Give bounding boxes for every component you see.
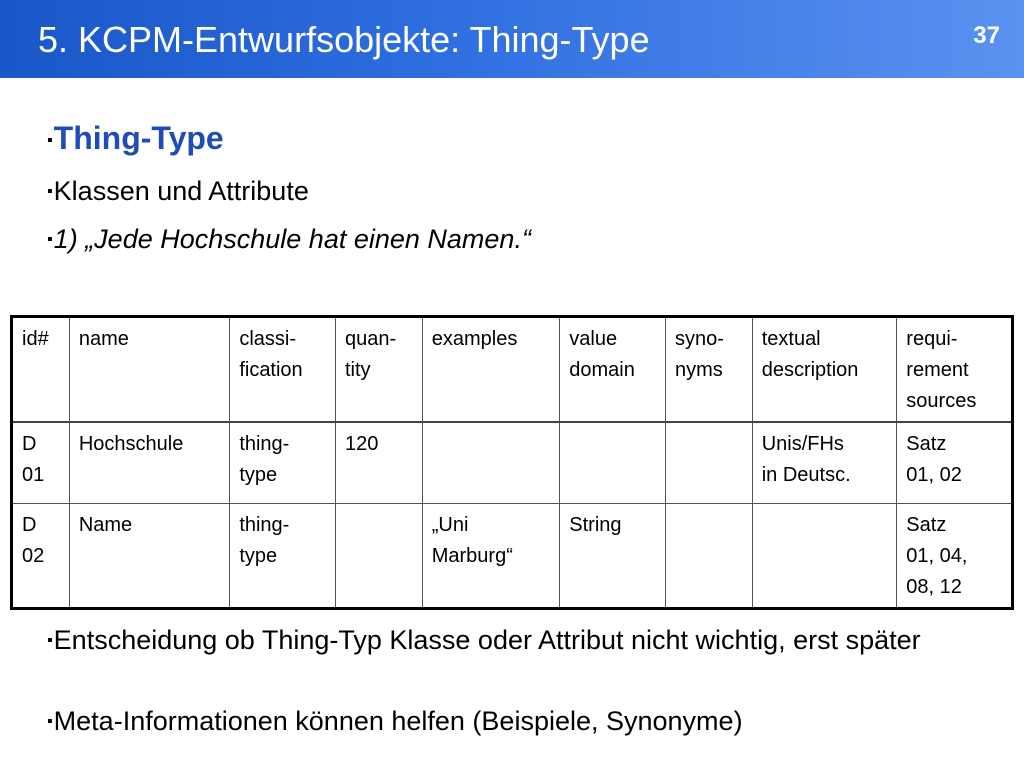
table-cell: thing- type bbox=[230, 422, 336, 504]
header-cell: name bbox=[69, 317, 229, 423]
table-cell bbox=[665, 504, 752, 609]
table-cell: „Uni Marburg“ bbox=[422, 504, 560, 609]
bullet-text: Entscheidung ob Thing-Typ Klasse oder Attribut nicht wichtig, erst später bbox=[53, 625, 921, 655]
bullet-marker-icon: ▪ bbox=[47, 713, 53, 730]
bullet-marker-icon: ▪ bbox=[47, 231, 53, 248]
bullet-entscheidung bbox=[47, 620, 997, 661]
header-cell: requi- rement sources bbox=[897, 317, 1013, 423]
table-cell: Hochschule bbox=[69, 422, 229, 504]
bullet-meta bbox=[47, 706, 743, 737]
bullet-text: 1) „Jede Hochschule hat einen Namen.“ bbox=[53, 224, 531, 254]
table-cell bbox=[422, 422, 560, 504]
bullet-text: Meta-Informationen können helfen (Beispiele, Synonyme) bbox=[53, 706, 743, 736]
table-cell: 120 bbox=[335, 422, 422, 504]
table-cell: thing- type bbox=[230, 504, 336, 609]
slide-header bbox=[0, 0, 1024, 78]
bullet-text: Klassen und Attribute bbox=[53, 176, 309, 206]
table-header-row bbox=[12, 317, 1013, 423]
table-cell bbox=[335, 504, 422, 609]
header-cell: textual description bbox=[752, 317, 897, 423]
table-cell: D 02 bbox=[12, 504, 70, 609]
header-cell: syno- nyms bbox=[665, 317, 752, 423]
table-cell: Unis/FHs in Deutsc. bbox=[752, 422, 897, 504]
header-cell: id# bbox=[12, 317, 70, 423]
header-cell: value domain bbox=[560, 317, 666, 423]
bullet-marker-icon: ▪ bbox=[47, 632, 53, 649]
table-row bbox=[12, 504, 1013, 609]
bullet-klassen bbox=[47, 176, 309, 207]
table-cell: Satz 01, 02 bbox=[897, 422, 1013, 504]
bullet-marker-icon: ▪ bbox=[47, 132, 53, 149]
bullet-example bbox=[47, 224, 531, 255]
table-cell: Satz 01, 04, 08, 12 bbox=[897, 504, 1013, 609]
table-cell bbox=[665, 422, 752, 504]
table-row bbox=[12, 422, 1013, 504]
slide-title: 5. KCPM-Entwurfsobjekte: Thing-Type bbox=[38, 19, 650, 60]
bullet-marker-icon: ▪ bbox=[47, 183, 53, 200]
table-cell: D 01 bbox=[12, 422, 70, 504]
header-cell: classi- fication bbox=[230, 317, 336, 423]
header-cell: examples bbox=[422, 317, 560, 423]
table-cell bbox=[752, 504, 897, 609]
table-cell: String bbox=[560, 504, 666, 609]
header-cell: quan- tity bbox=[335, 317, 422, 423]
bullet-text: Thing-Type bbox=[53, 120, 224, 156]
table-cell bbox=[560, 422, 666, 504]
bullet-thing-type bbox=[47, 120, 224, 157]
page-number: 37 bbox=[973, 22, 1000, 49]
thing-type-table bbox=[10, 315, 1014, 610]
table-cell: Name bbox=[69, 504, 229, 609]
